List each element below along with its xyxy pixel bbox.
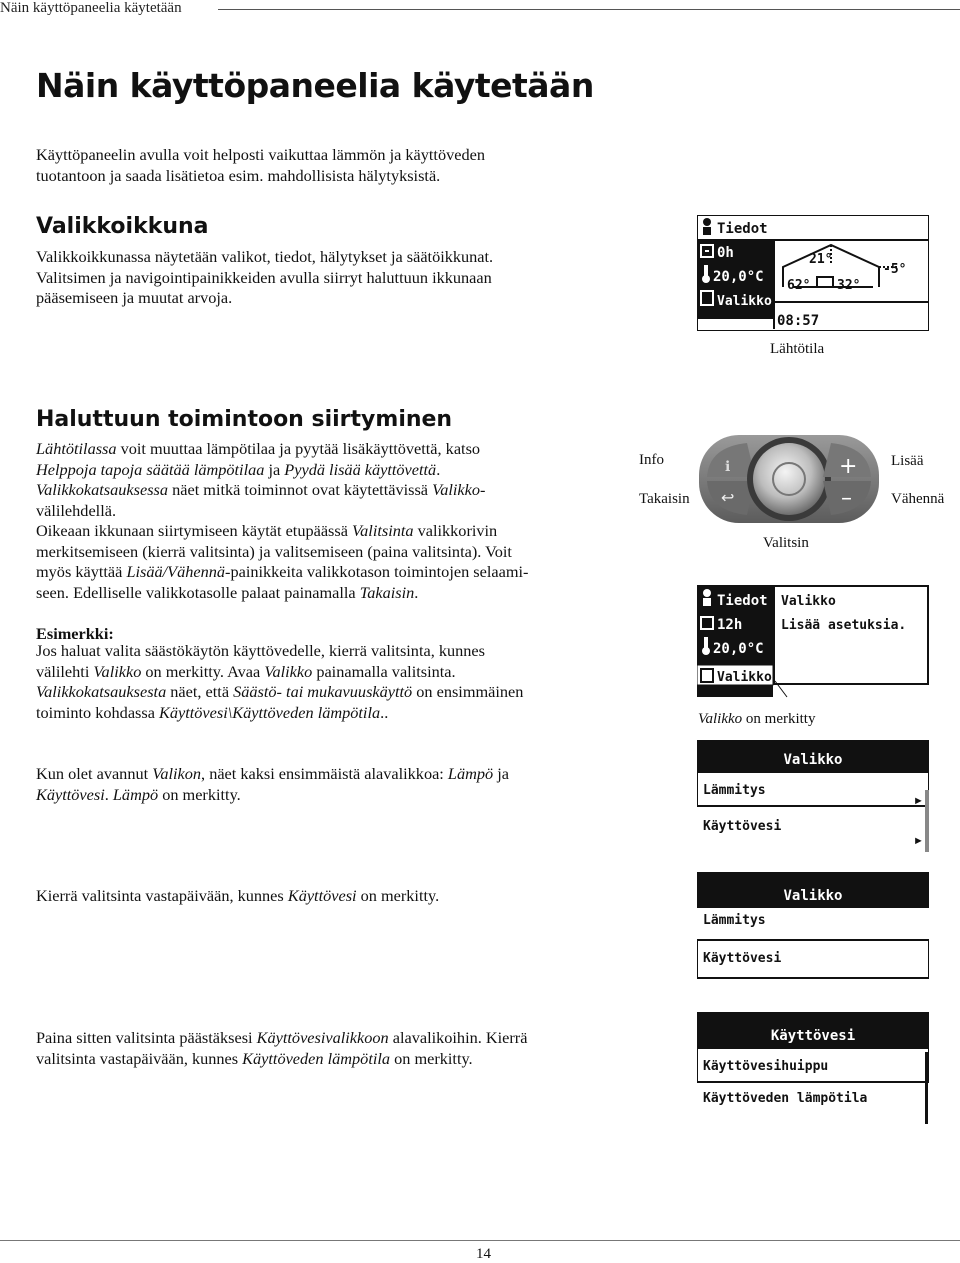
example-heading: Esimerkki: <box>36 624 114 643</box>
panel-title: Valikko <box>781 594 836 609</box>
scrollbar <box>925 1052 928 1124</box>
tab-temperature: 20,0°C <box>713 641 764 657</box>
flow-temp: 62° <box>787 278 811 293</box>
menu-item-kayttovesihuippu: Käyttövesihuippu <box>703 1059 829 1074</box>
menu-title: Valikko <box>783 888 843 904</box>
intro-line: tuotantoon ja saada lisätietoa esim. mahdollisista hälytyksistä. <box>36 165 441 185</box>
tab-time: 0h <box>717 245 734 261</box>
clock: 08:57 <box>777 313 820 329</box>
inside-temp: 21° <box>809 252 833 267</box>
intro-line: Käyttöpaneelin avulla voit helposti vaikuttaa lämmön ja käyttöveden <box>36 145 485 164</box>
lcd-valikko-lampo <box>697 740 929 856</box>
outside-temp: -5° <box>883 262 907 277</box>
chevron-right-icon: ► <box>913 835 924 847</box>
info-icon: ℹ <box>725 459 731 475</box>
lcd-valikko-kayttovesi <box>697 872 929 988</box>
step2-paragraph: Kierrä valitsinta vastapäivään, kunnes Käyttövesi on merkitty. <box>36 886 440 905</box>
label-takaisin: Takaisin <box>639 491 690 507</box>
label-valitsin: Valitsin <box>763 535 809 551</box>
menu-item-lammitys: Lämmitys <box>703 783 766 798</box>
section2-paragraph: Lähtötilassa voit muuttaa lämpötilaa ja pyytää lisäkäyttövettä, katso Helppoja tapoja säätää lämpötilaa ja Pyydä lisää käyttövettä. Valikkokatsauksessa näet mitkä toiminnot ovat käytettävissä Valikko- välilehdellä. Oikeaan ikkunaan siirtymiseen käytät etupäässä Valitsinta valikkorivin merkitsemiseen (kierrä valitsinta) ja valitsemiseen (paina valitsinta). Voit myös käyttää Lisää/Vähennä-painikkeita valikkotason toimintojen selaami- seen. Edelliselle valikkotasolle palaat painamalla Takaisin. <box>36 439 529 602</box>
chevron-right-icon: ► <box>913 795 924 807</box>
valitsin-knob[interactable] <box>747 437 831 521</box>
section-heading-siirtyminen: Haluttuun toimintoon siirtyminen <box>36 407 453 432</box>
lcd-valikko-marked <box>697 585 929 701</box>
panel-text: Lisää asetuksia. <box>781 618 907 633</box>
minus-icon: – <box>841 486 852 511</box>
tab-time: 12h <box>717 617 743 633</box>
tab-valikko: Valikko <box>717 670 772 685</box>
page-number: 14 <box>470 1246 497 1263</box>
menu-title: Käyttövesi <box>770 1028 856 1044</box>
scrollbar <box>925 790 929 852</box>
text-line: pääsemiseen ja muutat arvoja. <box>36 288 233 307</box>
tab-tiedot: Tiedot <box>717 593 768 609</box>
intro-paragraph <box>36 145 485 186</box>
label-lisaa: Lisää <box>891 453 924 469</box>
caption-lahtotila: Lähtötila <box>770 341 825 357</box>
footer-rule <box>0 1240 960 1241</box>
label-info: Info <box>639 452 664 468</box>
label-vahenna: Vähennä <box>891 491 945 507</box>
example-paragraph: Jos haluat valita säästökäytön käyttövedelle, kierrä valitsinta, kunnes välilehti Valikko on merkitty. Avaa Valikko painamalla valitsinta. Valikkokatsauksesta näet, että Säästö- tai mukavuuskäyttö on ensimmäinen toiminto kohdassa Käyttövesi\Käyttöveden lämpötila.. <box>36 641 524 722</box>
tab-tiedot: Tiedot <box>717 221 768 237</box>
step1-paragraph: Kun olet avannut Valikon, näet kaksi ensimmäistä alavalikkoa: Lämpö ja Käyttövesi. Lämpö on merkitty. <box>36 764 509 804</box>
water-temp: 32° <box>837 278 861 293</box>
step3-paragraph: Paina sitten valitsinta päästäksesi Käyttövesivalikkoon alavalikoihin. Kierrä valitsinta vastapäivään, kunnes Käyttöveden lämpötila on merkitty. <box>36 1028 528 1068</box>
menu-item-kayttovesi: Käyttövesi <box>703 819 782 834</box>
text-line: Valikkoikkunassa näytetään valikot, tiedot, hälytykset ja säätöikkunat. <box>36 247 494 266</box>
lcd-kayttovesi-menu <box>697 1012 929 1128</box>
text-line: Valitsimen ja navigointipainikkeiden avulla siirryt haluttuun ikkunaan <box>36 267 492 287</box>
menu-item-lammitys: Lämmitys <box>703 913 766 928</box>
section-heading-valikkoikkuna: Valikkoikkuna <box>36 214 209 239</box>
running-header: Näin käyttöpaneelia käytetään <box>0 0 182 16</box>
page-title: Näin käyttöpaneelia käytetään <box>36 66 594 105</box>
lcd-start-screen <box>697 215 929 331</box>
tab-valikko: Valikko <box>717 294 772 309</box>
caption-valikko-merkitty: Valikko on merkitty <box>698 711 816 727</box>
header-rule <box>218 9 960 10</box>
menu-item-kayttovesi: Käyttövesi <box>703 951 782 966</box>
section1-paragraph <box>36 247 493 309</box>
control-panel <box>697 429 881 527</box>
menu-title: Valikko <box>783 752 843 768</box>
plus-icon: + <box>839 454 858 479</box>
back-arrow-icon: ↩ <box>721 488 735 507</box>
menu-item-kayttoveden-lampotila: Käyttöveden lämpötila <box>703 1091 868 1106</box>
tab-temperature: 20,0°C <box>713 269 764 285</box>
